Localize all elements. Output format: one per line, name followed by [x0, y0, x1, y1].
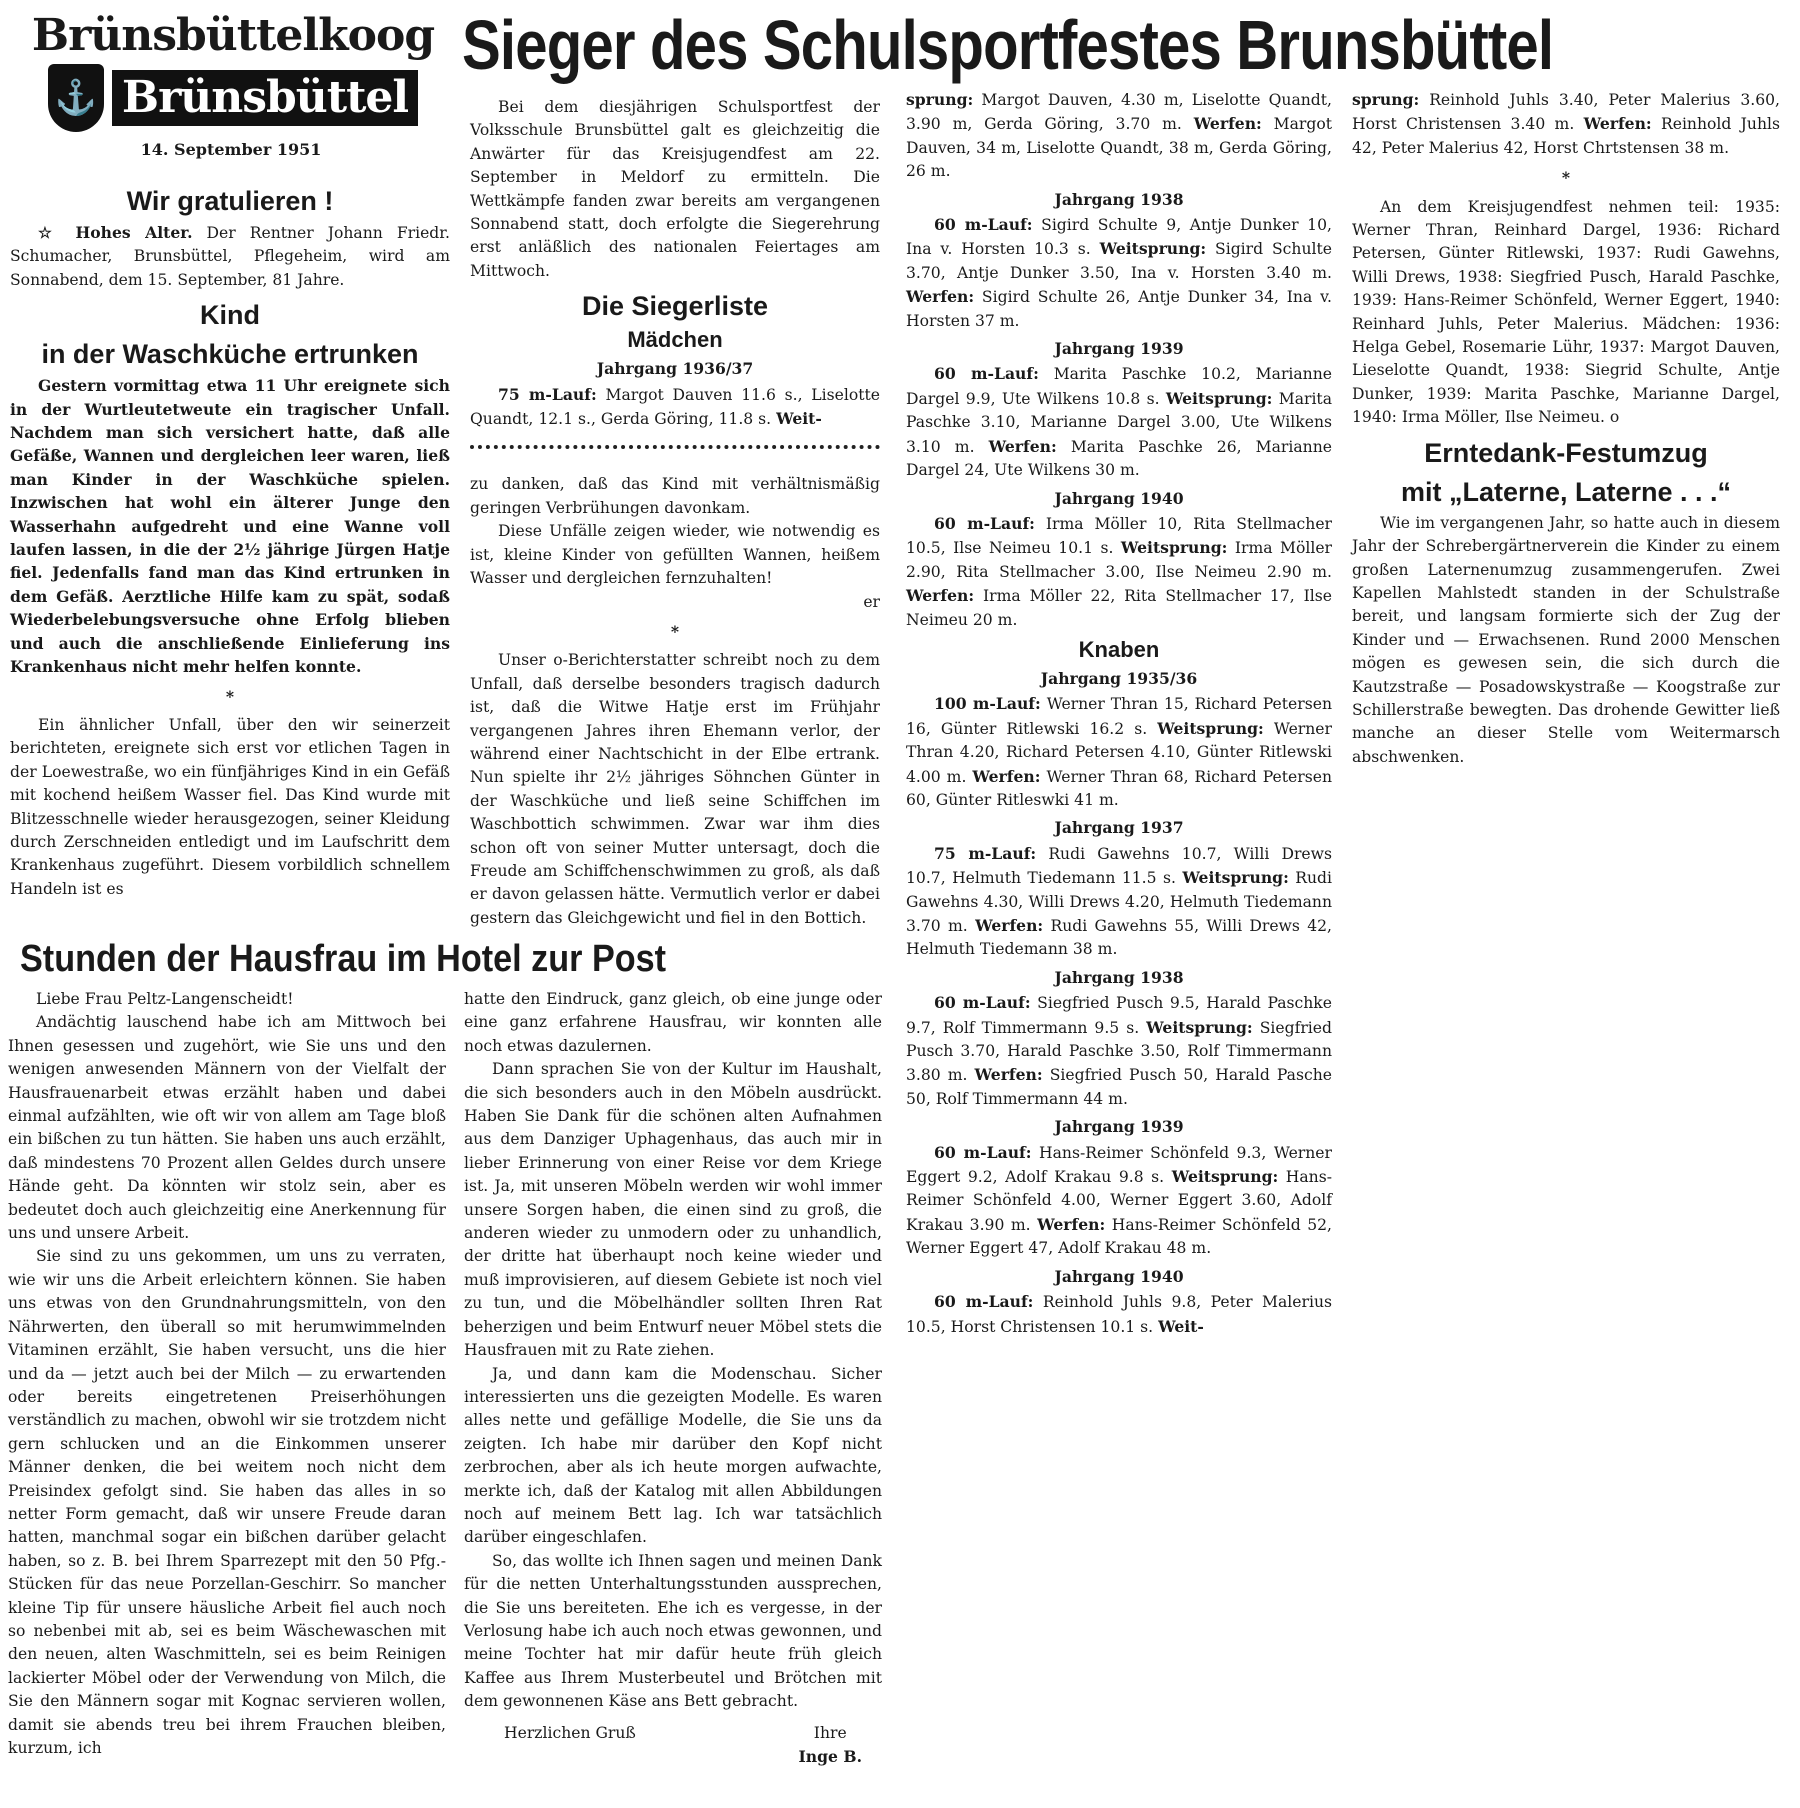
author-name: Inge B.	[798, 1747, 862, 1766]
text-run: Wie im vergangenen Jahr, so hatte auch in diesem Jahr der Schrebergärtnerverein die Kinder zu einem großen Laternenumzug zusammengerufen. Zwei Kapellen Mahlstedt standen in der Schulstraße bereit, und langsam formierte sich der Zug der Kinder und — Erwachsenen. Rund 2000 Menschen mögen es gewesen sein, die sich durch die Kautzstraße — Posadowskystraße — Koogstraße zur Schillerstraße bewegten. Das drohende Gewitter ließ manche an dieser Stelle vom Weitermarsch abschwenken.	[1352, 513, 1780, 766]
paragraph	[470, 520, 880, 590]
heading: Knaben	[1078, 636, 1160, 662]
bold-label: Weitsprung:	[1182, 868, 1289, 888]
text-run: An dem Kreisjugendfest nehmen teil: 1935: Werner Thran, Reinhard Dargel, 1936: Richard Petersen, Günter Ritlewski, 1937: Rudi Gawehns, Willi Drews, 1938: Siegfried Pusch, Harald Paschke, 1939: Hans-Reimer Schönfeld, Werner Eggert, 1940: Reinhard Juhls, Peter Malerius. Mädchen: 1936: Helga Gebel, Rosemarie Lühr, 1937: Margot Dauven, Lieselotte Quandt, 1938: Siegrid Schulte, Antje Dunker, 1939: Marita Paschke, Marianne Dargel, 1940: Irma Möller, Ilse Neimeu. o	[1352, 197, 1780, 427]
bold-label: 60 m-Lauf:	[934, 364, 1039, 384]
heading: Mädchen	[627, 327, 723, 353]
bold-label: Weit-	[776, 409, 822, 429]
bold-label: Werfen:	[906, 586, 975, 606]
heading: mit „Laterne, Laterne . . .“	[1400, 476, 1732, 507]
paragraph	[470, 96, 880, 283]
text-run: Irma Möller 22, Rita Stellmacher 17, Ilse Neimeu 20 m.	[906, 587, 1332, 629]
text-run: Dann sprachen Sie von der Kultur im Haushalt, die sich besonders auch in den Möbeln ausdrückt. Haben Sie Dank für die schönen alten Aufnahmen aus dem Danziger Uphagenhaus, das auch mir in lieber Erinnerung von einer Reise vor dem Kriege ist. Ja, mit unseren Möbeln werden wir wohl immer unsere Sorgen haben, die einen sind zu groß, die anderen wieder zu unmodern oder zu unhandlich, der dritte hat überhaupt noch keine wieder und muß improvisieren, auf diesem Gebiete ist noch viel zu tun, und die Möbelhändler sollten Ihren Rat beherzigen und beim Entwurf neuer Möbel stets die Hausfrauen mit zu Rate ziehen.	[464, 1060, 882, 1360]
bold-label: Werfen:	[1583, 114, 1652, 134]
text-run: Margot Dauven, 34 m, Liselotte Quandt, 38 m, Gerda Göring, 26 m.	[906, 115, 1332, 181]
bold-label: Werfen:	[975, 916, 1044, 935]
bold-label: Werfen:	[972, 766, 1041, 786]
bold-label: 60 m-Lauf:	[934, 993, 1031, 1013]
paragraph	[10, 374, 450, 678]
text-run: Marita Paschke 26, Marianne Dargel 24, Ute Wilkens 30 m.	[906, 437, 1332, 480]
text-run: Siegfried Pusch 3.70, Harald Paschke 3.50, Rolf Timmermann 3.80 m.	[906, 1018, 1332, 1085]
main-headline: Sieger des Schulsportfestes Brunsbüttel	[462, 6, 1554, 84]
paragraph	[8, 988, 446, 1011]
bold-label: Werfen:	[906, 287, 975, 307]
text-run: Reinhold Juhls 9.8, Peter Malerius 10.5, Horst Christensen 10.1 s.	[906, 1293, 1332, 1336]
bold-label: ☆ Hohes Alter.	[38, 223, 193, 242]
text-run: Margot Dauven, 4.30 m, Liselotte Quandt, 3.90 m, Gerda Göring, 3.70 m.	[906, 91, 1332, 134]
paragraph	[906, 362, 1332, 482]
paragraph	[464, 988, 882, 1058]
heading: Die Siegerliste	[581, 291, 769, 322]
heading: Jahrgang 1935/36	[1040, 668, 1198, 688]
paragraph	[906, 213, 1332, 333]
bold-label: Werfen:	[1037, 1214, 1106, 1234]
text-run: Liebe Frau Peltz-Langenscheidt!	[36, 990, 294, 1008]
bold-label: Weitsprung:	[1165, 388, 1273, 408]
paragraph	[464, 1550, 882, 1714]
heading: Wir gratulieren !	[126, 186, 334, 216]
column-bottom-left	[8, 988, 446, 1760]
text-run: Reinhold Juhls 3.40, Peter Malerius 3.60, Horst Christensen 3.40 m.	[1352, 91, 1780, 134]
column-bottom-right	[464, 988, 882, 1769]
text-run: Ein ähnlicher Unfall, über den wir seinerzeit berichteten, ereignete sich erst vor etlichen Tagen in der Loewestraße, wo ein fünfjähriges Kind in ein Gefäß mit kochend heißem Wasser fiel. Das Kind wurde mit Blitzesschnelle wieder herausgezogen, seiner Kleidung durch Zerschneiden entledigt und im Laufschritt dem Krankenhaus zugeführt. Diesem vorbildlich schnellem Handeln ist es	[10, 715, 450, 898]
text-run: Sigird Schulte 9, Antje Dunker 10, Ina v. Horsten 10.3 s.	[906, 216, 1332, 259]
separator-asterisk: *	[225, 686, 235, 706]
logo-line-1: Brünsbüttelkoog	[31, 10, 435, 61]
paragraph	[464, 1058, 882, 1362]
text-run: hatte den Eindruck, ganz gleich, ob eine junge oder eine ganz erfahrene Hausfrau, wir konnten alle noch etwas dazulernen.	[464, 990, 882, 1055]
paragraph	[470, 649, 880, 930]
bold-label: Weitsprung:	[1171, 1167, 1279, 1187]
paragraph	[906, 512, 1332, 632]
paragraph	[470, 473, 880, 520]
text-run: Hans-Reimer Schönfeld 4.00, Werner Eggert 3.60, Adolf Krakau 3.90 m.	[906, 1168, 1332, 1234]
paragraph	[906, 842, 1332, 962]
text-run: Rudi Gawehns 4.30, Willi Drews 4.20, Helmuth Tiedemann 3.70 m.	[906, 869, 1332, 935]
text-run: Siegfried Pusch 50, Harald Pasche 50, Rolf Timmermann 44 m.	[906, 1066, 1332, 1108]
text-run: Sie sind zu uns gekommen, um uns zu verraten, wie wir uns die Arbeit erleichtern können. Sie haben uns etwas von den Grundnahrungsmitteln, von den Nährwerten, den überall so mit herumwimmelnden Vitaminen erzählt, Sie haben versucht, uns die hier und da — jetzt auch bei der Milch — zu erwartenden oder bereits eingetretenen Preiserhöhungen verständlich zu machen, obwohl wir sie trotzdem nicht gern schlucken und an die Einkommen unserer Männer denken, die bei weitem noch nicht dem Preisindex gefolgt sind. Sie haben das alles in so netter Form gemacht, daß wir unsere Freude daran hatten, manchmal sogar ein bißchen darüber gelacht haben, so z. B. bei Ihrem Sparrezept mit den 50 Pfg.-Stücken für das neue Porzellan-Geschirr. So mancher kleine Tip für unsere häusliche Arbeit fiel auch noch so nebenbei mit ab, sei es beim Wäschewaschen mit den neuen, alten Waschmitteln, sei es beim Reinigen lackierter Möbel oder der Verwendung von Milch, die Sie den Männern sogar mit Kognac servieren wollen, damit sie abends treu bei ihrem Frauchen bleiben, kurzum, ich	[8, 1247, 446, 1757]
column-fourth	[1352, 88, 1780, 769]
text-run: Rudi Gawehns 55, Willi Drews 42, Helmuth Tiedemann 38 m.	[906, 917, 1332, 959]
bold-label: sprung:	[906, 90, 974, 109]
text-run: Margot Dauven 11.6 s., Liselotte Quandt, 12.1 s., Gerda Göring, 11.8 s.	[470, 385, 880, 429]
paragraph	[10, 714, 450, 901]
greeting: Herzlichen Gruß	[504, 1723, 636, 1742]
heading: Erntedank-Festumzug	[1424, 437, 1708, 468]
signature	[464, 1722, 882, 1770]
text-run: Ja, und dann kam die Modenschau. Sicher interessierten uns die gezeigten Modelle. Es waren alles nette und gefällige Modelle, die Sie uns da zeigten. Ich habe mir darüber den Kopf nicht zerbrochen, aber als ich heute morgen aufwachte, merkte ich, daß der Katalog mit allen Abbildungen noch auf meinem Bett lag. Ich war tatsächlich darüber eingeschlafen.	[464, 1364, 882, 1547]
paragraph	[906, 692, 1332, 812]
separator-asterisk: *	[670, 621, 680, 641]
text-run: Werner Thran 15, Richard Petersen 16, Günter Ritlewski 16.2 s.	[906, 695, 1332, 738]
bold-label: Werfen:	[988, 436, 1057, 456]
text-run: Der Rentner Johann Friedr. Schumacher, Brunsbüttel, Pflegeheim, wird am Sonnabend, dem 15. September, 81 Jahre.	[10, 224, 450, 289]
text-run: Diese Unfälle zeigen wieder, wie notwendig es ist, kleine Kinder von gefüllten Wannen, heißem Wasser und dergleichen fernzuhalten!	[470, 522, 880, 588]
text-run: Hans-Reimer Schönfeld 9.3, Werner Eggert 9.2, Adolf Krakau 9.8 s.	[906, 1143, 1332, 1187]
closing-block	[799, 1722, 863, 1770]
text-run: Reinhold Juhls 42, Peter Malerius 42, Horst Chrtstensen 38 m.	[1352, 115, 1780, 157]
paragraph	[906, 88, 1332, 184]
bold-label: 60 m-Lauf:	[934, 215, 1033, 235]
text-run: Rudi Gawehns 10.7, Willi Drews 10.7, Helmuth Tiedemann 11.5 s.	[906, 844, 1332, 888]
masthead-logo	[18, 8, 448, 132]
text-run: So, das wollte ich Ihnen sagen und meinen Dank für die netten Unterhaltungsstunden aussprechen, die Sie uns bereiteten. Ehe ich es vergesse, in der Verlosung habe ich auch noch etwas gewonnen, und meine Tochter hat mir dafür heute früh gleich Kaffee aus Ihrem Musterbeutel und Brötchen mit dem gewonnenen Käse ans Bett gebracht.	[464, 1551, 882, 1711]
paragraph	[1352, 88, 1780, 160]
author-initials: er	[863, 592, 880, 611]
bold-label: Weitsprung:	[1120, 538, 1228, 558]
heading: in der Waschküche ertrunken	[41, 339, 419, 370]
text-run: Werner Thran 68, Richard Petersen 60, Günter Ritleswki 41 m.	[906, 767, 1332, 809]
paragraph	[470, 383, 880, 432]
paragraph	[10, 221, 450, 292]
bold-label: Weit-	[1158, 1316, 1204, 1336]
text-run: zu danken, daß das Kind mit verhältnismäßig geringen Verbrühungen davonkam.	[470, 475, 880, 517]
bold-label: 100 m-Lauf:	[934, 694, 1041, 714]
bold-label: 60 m-Lauf:	[934, 1292, 1034, 1312]
paragraph	[8, 1011, 446, 1245]
paragraph	[1352, 512, 1780, 769]
bold-label: Weitsprung:	[1157, 718, 1264, 738]
bold-label: Weitsprung:	[1146, 1017, 1253, 1037]
coat-of-arms-icon: ⚓	[48, 64, 104, 132]
bold-label: Weitsprung:	[1099, 239, 1207, 259]
heading: Jahrgang 1940	[1054, 1266, 1184, 1286]
separator-asterisk: *	[1561, 168, 1571, 188]
logo-line-2: Brünsbüttel	[112, 70, 418, 126]
bold-label: Werfen:	[1193, 114, 1262, 134]
bold-label: 60 m-Lauf:	[934, 513, 1035, 533]
text-run: Siegfried Pusch 9.5, Harald Paschke 9.7, Rolf Timmermann 9.5 s.	[906, 994, 1332, 1037]
paragraph	[464, 1363, 882, 1550]
text-run: Gestern vormittag etwa 11 Uhr ereignete sich in der Wurtleutetweute ein tragischer Unfall. Nachdem man sich versichert hatte, daß alle Gefäße, Wannen und dergleichen leer waren, ließ man Kinder in der Waschküche spielen. Inzwischen hat wohl ein älterer Junge den Wasserhahn aufgedreht und eine Wanne voll laufen lassen, in die der 2½ jährige Jürgen Hatje fiel. Jedenfalls fand man das Kind ertrunken in dem Gefäß. Aerztliche Hilfe kam zu spät, sodaß Wiederbelebungsversuche ohne Erfolg blieben und auch die anschließende Einlieferung ins Krankenhaus nicht mehr helfen konnte.	[10, 376, 450, 677]
paragraph	[906, 1141, 1332, 1261]
heading: Jahrgang 1939	[1054, 339, 1184, 359]
paragraph	[1352, 196, 1780, 430]
text-run: Marita Paschke 10.2, Marianne Dargel 9.9, Ute Wilkens 10.8 s.	[906, 365, 1332, 408]
heading: Jahrgang 1937	[1054, 818, 1184, 838]
ornament-divider	[470, 445, 880, 453]
closing: Ihre	[813, 1723, 847, 1742]
text-run: Bei dem diesjährigen Schulsportfest der Volksschule Brunsbüttel galt es gleichzeitig die Anwärter für das Kreisjugendfest am 22. September in Meldorf zu ermitteln. Die Wettkämpfe fanden zwar bereits am vergangenen Sonnabend statt, doch erfolgte die Siegerehrung erst anläßlich des nationalen Feiertages am Mittwoch.	[470, 98, 880, 280]
bold-label: 75 m-Lauf:	[498, 384, 597, 404]
heading: Kind	[200, 300, 260, 331]
text-run: Werner Thran 4.20, Richard Petersen 4.10, Günter Ritlewski 4.00 m.	[906, 719, 1332, 786]
paragraph	[8, 1245, 446, 1760]
text-run: Andächtig lauschend habe ich am Mittwoch bei Ihnen gesessen und zugehört, wie Sie uns und den wenigen anwesenden Männern von der Vielfalt der Hausfrauenarbeit etwas erzählt haben und dabei einmal aufzählten, wie oft wir von allem am Tage bloß ein bißchen zu tun hätten. Sie haben uns auch erzählt, daß mindestens 70 Prozent allen Geldes durch unsere Hände geht. Da könnten wir stolz sein, aber es bedeutet doch auch gleichzeitig eine Anerkennung für uns und unsere Arbeit.	[8, 1013, 446, 1243]
heading: Jahrgang 1940	[1054, 488, 1184, 508]
heading: Jahrgang 1939	[1054, 1117, 1184, 1137]
text-run: Irma Möller 10, Rita Stellmacher 10.5, Ilse Neimeu 10.1 s.	[906, 514, 1332, 558]
bold-label: 75 m-Lauf:	[934, 843, 1037, 863]
heading: Jahrgang 1938	[1054, 189, 1184, 209]
column-left	[10, 178, 450, 901]
text-run: Unser o-Berichterstatter schreibt noch zu dem Unfall, daß derselbe besonders tragisch dadurch ist, daß die Witwe Hatje erst im Frühjahr vergangenen Jahres ihren Ehemann verlor, der während einer Nachtschicht in der Elbe ertrank. Nun spielte ihr 2½ jähriges Söhnchen Günter in der Waschküche und ließ seine Schiffchen im Waschbottich schwimmen. Zwar war ihm dies schon oft von seiner Mutter untersagt, doch die Freude am Schiffchenschwimmen zu groß, als daß er davon gelassen hätte. Vermutlich verlor er dabei gestern das Gleichgewicht und fiel in den Bottich.	[470, 651, 880, 927]
bottom-headline: Stunden der Hausfrau im Hotel zur Post	[20, 938, 667, 980]
column-second	[470, 96, 880, 930]
heading: Jahrgang 1936/37	[596, 359, 754, 379]
issue-date: 14. September 1951	[140, 140, 322, 159]
text-run: Sigird Schulte 26, Antje Dunker 34, Ina v. Horsten 37 m.	[906, 288, 1332, 330]
paragraph	[906, 1290, 1332, 1339]
bold-label: Werfen:	[974, 1065, 1043, 1085]
bold-label: sprung:	[1352, 90, 1420, 109]
text-run: Irma Möller 2.90, Rita Stellmacher 3.00, Ilse Neimeu 2.90 m.	[906, 539, 1333, 581]
text-run: Hans-Reimer Schönfeld 52, Werner Eggert 47, Adolf Krakau 48 m.	[906, 1215, 1332, 1258]
paragraph	[906, 991, 1332, 1111]
bold-label: 60 m-Lauf:	[934, 1142, 1032, 1162]
column-third	[906, 88, 1332, 1339]
text-run: Sigird Schulte 3.70, Antje Dunker 3.50, Ina v. Horsten 3.40 m.	[906, 240, 1332, 282]
text-run: Marita Paschke 3.10, Marianne Dargel 3.00, Ute Wilkens 3.10 m.	[906, 389, 1332, 456]
heading: Jahrgang 1938	[1054, 967, 1184, 987]
